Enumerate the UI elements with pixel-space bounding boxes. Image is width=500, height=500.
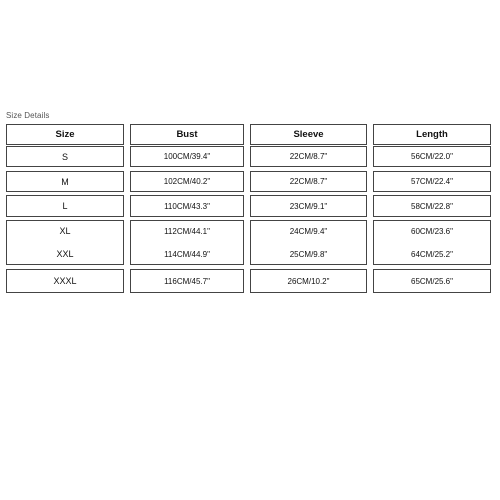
- header-size: Size: [6, 124, 124, 145]
- cell-length: 60CM/23.6": [411, 226, 453, 236]
- size-table: [4, 120, 495, 296]
- cell-size: XXXL: [6, 269, 124, 293]
- cell-bust: 100CM/39.4": [130, 146, 244, 167]
- cell-length: 64CM/25.2": [411, 249, 453, 259]
- cell-bust: 110CM/43.3": [130, 195, 244, 217]
- cell-bust: 114CM/44.9": [164, 249, 210, 259]
- cell-sleeve: 25CM/9.8": [289, 249, 328, 259]
- cell-size: XXL: [56, 249, 74, 259]
- cell-sleeve: 22CM/8.7": [250, 146, 367, 167]
- cell-size: XL: [59, 226, 71, 236]
- table-caption: Size Details: [6, 111, 50, 120]
- header-sleeve: Sleeve: [250, 124, 367, 145]
- cell-size: L: [6, 195, 124, 217]
- cell-length: 56CM/22.0": [373, 146, 491, 167]
- cell-bust: 112CM/44.1": [164, 226, 210, 236]
- cell-sleeve: 22CM/8.7": [250, 171, 367, 192]
- header-length: Length: [373, 124, 491, 145]
- header-bust: Bust: [130, 124, 244, 145]
- cell-length: 58CM/22.8": [373, 195, 491, 217]
- cell-sleeve: 24CM/9.4": [289, 226, 328, 236]
- cell-bust: 116CM/45.7": [130, 269, 244, 293]
- cell-sleeve: 23CM/9.1": [250, 195, 367, 217]
- cell-sleeve: 26CM/10.2": [250, 269, 367, 293]
- cell-size: M: [6, 171, 124, 192]
- cell-length: 65CM/25.6": [373, 269, 491, 293]
- cell-size: S: [6, 146, 124, 167]
- cell-bust: 102CM/40.2": [130, 171, 244, 192]
- cell-length: 57CM/22.4": [373, 171, 491, 192]
